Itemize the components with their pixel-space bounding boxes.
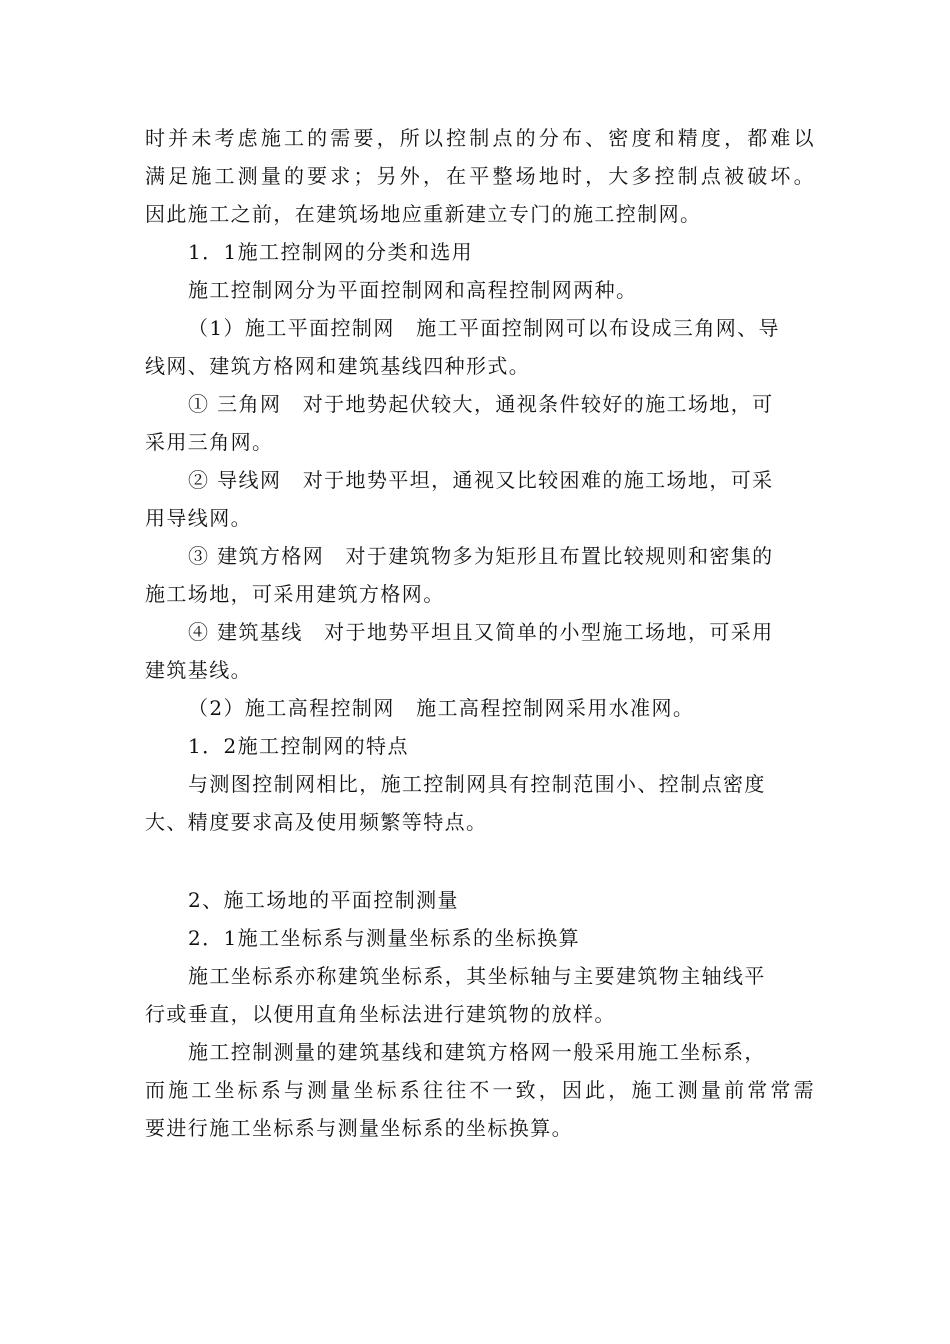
text-line: （1）施工平面控制网 施工平面控制网可以布设成三角网、导	[188, 316, 780, 340]
text-line: ② 导线网 对于地势平坦，通视又比较困难的施工场地，可采	[188, 468, 774, 492]
text-line: 时并未考虑施工的需要，所以控制点的分布、密度和精度，都难以	[145, 126, 815, 150]
text-line: 行或垂直，以便用直角坐标法进行建筑物的放样。	[145, 1002, 616, 1026]
text-line: 满足施工测量的要求；另外，在平整场地时，大多控制点被破坏。	[145, 164, 815, 188]
section-heading: 2．1施工坐标系与测量坐标系的坐标换算	[188, 926, 581, 950]
section-heading: 1．1施工控制网的分类和选用	[188, 240, 474, 264]
text-line: 施工控制测量的建筑基线和建筑方格网一般采用施工坐标系，	[188, 1040, 766, 1064]
text-line: 因此施工之前，在建筑场地应重新建立专门的施工控制网。	[145, 202, 702, 226]
text-line: 要进行施工坐标系与测量坐标系的坐标换算。	[145, 1116, 573, 1140]
text-line: 大、精度要求高及使用频繁等特点。	[145, 810, 488, 834]
text-line: 施工控制网分为平面控制网和高程控制网两种。	[188, 278, 638, 302]
text-line: 建筑基线。	[145, 658, 252, 682]
text-line: 而施工坐标系与测量坐标系往往不一致，因此，施工测量前常常需	[145, 1078, 815, 1102]
text-line: 施工坐标系亦称建筑坐标系，其坐标轴与主要建筑物主轴线平	[188, 964, 766, 988]
text-line: 与测图控制网相比，施工控制网具有控制范围小、控制点密度	[188, 772, 766, 796]
text-line: 采用三角网。	[145, 430, 274, 454]
section-heading: 1．2施工控制网的特点	[188, 734, 409, 758]
text-line: ① 三角网 对于地势起伏较大，通视条件较好的施工场地，可	[188, 392, 774, 416]
section-heading: 2、施工场地的平面控制测量	[188, 888, 459, 912]
text-line: 用导线网。	[145, 506, 252, 530]
text-line: 施工场地，可采用建筑方格网。	[145, 582, 445, 606]
text-line: （2）施工高程控制网 施工高程控制网采用水准网。	[188, 696, 695, 720]
text-line: ④ 建筑基线 对于地势平坦且又简单的小型施工场地，可采用	[188, 620, 774, 644]
text-line: 线网、建筑方格网和建筑基线四种形式。	[145, 354, 531, 378]
text-line: ③ 建筑方格网 对于建筑物多为矩形且布置比较规则和密集的	[188, 544, 774, 568]
